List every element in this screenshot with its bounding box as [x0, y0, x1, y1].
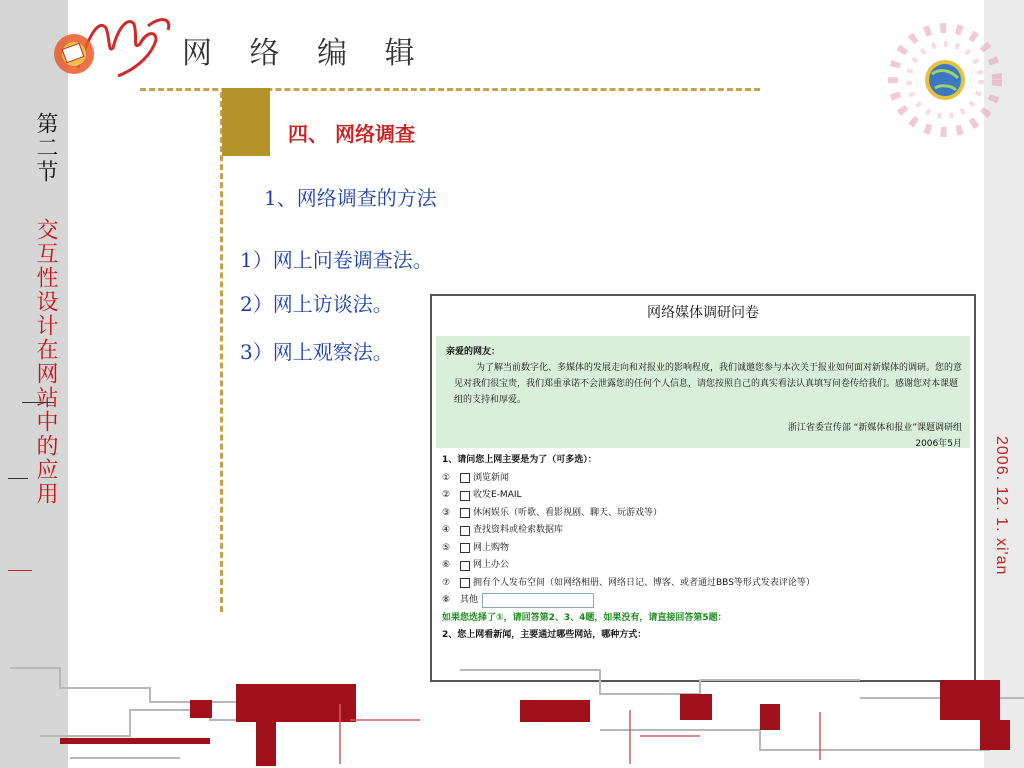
- option-row: [442, 470, 974, 488]
- option-label: 网上办公: [473, 560, 510, 570]
- page-title: 网 络 编 辑: [182, 36, 429, 71]
- survey-questions: [432, 448, 974, 645]
- method-item: 2）网上访谈法。: [240, 292, 393, 316]
- checkbox[interactable]: [460, 508, 470, 518]
- date-label: 2006. 12. 1. xi'an: [993, 436, 1010, 576]
- other-input[interactable]: [482, 593, 594, 608]
- checkbox[interactable]: [460, 561, 470, 571]
- survey-note: 如果您选择了①，请回答第2、3、4题，如果没有，请直接回答第5题：: [442, 612, 727, 623]
- option-number: ②: [442, 490, 451, 500]
- option-label: 网上购物: [473, 542, 510, 553]
- checkbox[interactable]: [460, 526, 470, 536]
- option-row: [442, 557, 974, 575]
- option-row: [442, 540, 974, 558]
- option-label: 浏览新闻: [473, 472, 510, 483]
- survey-form-image: [430, 294, 976, 682]
- option-label: 查找资料或检索数据库: [473, 525, 564, 535]
- option-label: 收发E-MAIL: [473, 490, 522, 500]
- subheading: 1、网络调查的方法: [264, 186, 437, 210]
- checkbox[interactable]: [460, 578, 470, 588]
- hand-logo-icon: [48, 8, 178, 90]
- section-label: 第二节: [33, 112, 58, 184]
- option-label: 拥有个人发布空间（如网络相册、网络日记、博客、或者通过BBS等形式发表评论等）: [473, 577, 815, 588]
- option-row-other: [442, 592, 974, 610]
- question-2: 2、您上网看新闻，主要通过哪些网站，哪种方式：: [442, 630, 647, 640]
- section-topic: 交互性设计在网站中的应用: [33, 218, 58, 506]
- method-item: 1）网上问卷调查法。: [240, 248, 433, 272]
- option-number: ④: [442, 525, 451, 535]
- option-number: ⑦: [442, 577, 451, 588]
- option-row: [442, 575, 974, 593]
- gold-accent-block: [222, 88, 270, 156]
- sidebar-rule: [22, 402, 54, 403]
- option-number: ①: [442, 472, 451, 483]
- sidebar-rule: [8, 570, 32, 571]
- option-number: ⑤: [442, 542, 451, 553]
- method-item: 3）网上观察法。: [240, 340, 393, 364]
- survey-date: 2006年5月: [915, 439, 962, 449]
- checkbox[interactable]: [460, 491, 470, 501]
- globe-decoration-icon: [880, 8, 1010, 158]
- survey-signature: 浙江省委宣传部 “新媒体和报业”课题调研组: [787, 423, 962, 433]
- question-1: 1、请问您上网主要是为了（可多选）：: [442, 455, 597, 465]
- survey-title: 网络媒体调研问卷: [647, 305, 759, 321]
- checkbox[interactable]: [460, 473, 470, 483]
- survey-greeting: 亲爱的网友：: [446, 347, 501, 357]
- option-row: [442, 505, 974, 523]
- section-heading: 四、 网络调查: [288, 122, 415, 146]
- survey-intro-box: [436, 336, 970, 448]
- option-number: ⑥: [442, 560, 451, 570]
- option-label: 休闲娱乐（听歌、看影视剧、聊天、玩游戏等）: [473, 507, 663, 518]
- option-row: [442, 522, 974, 540]
- option-number: ③: [442, 507, 451, 518]
- left-dashed-divider: [220, 92, 223, 612]
- option-number: ⑧: [442, 595, 451, 605]
- option-row: [442, 487, 974, 505]
- circuit-decoration: [0, 640, 1024, 768]
- sidebar-rule: [8, 478, 28, 479]
- checkbox[interactable]: [460, 543, 470, 553]
- option-label: 其他: [460, 595, 479, 605]
- survey-intro-text: 为了解当前数字化、多媒体的发展走向和对报业的影响程度，我们诚邀您参与本次关于报业如何面对新媒体的调研。您的意见对我们很宝贵，我们郑重承诺不会泄露您的任何个人信息，请您按照自己的真实看法认真填写问卷传给我们。感谢您对本课题组的支持和厚爱。: [454, 363, 963, 405]
